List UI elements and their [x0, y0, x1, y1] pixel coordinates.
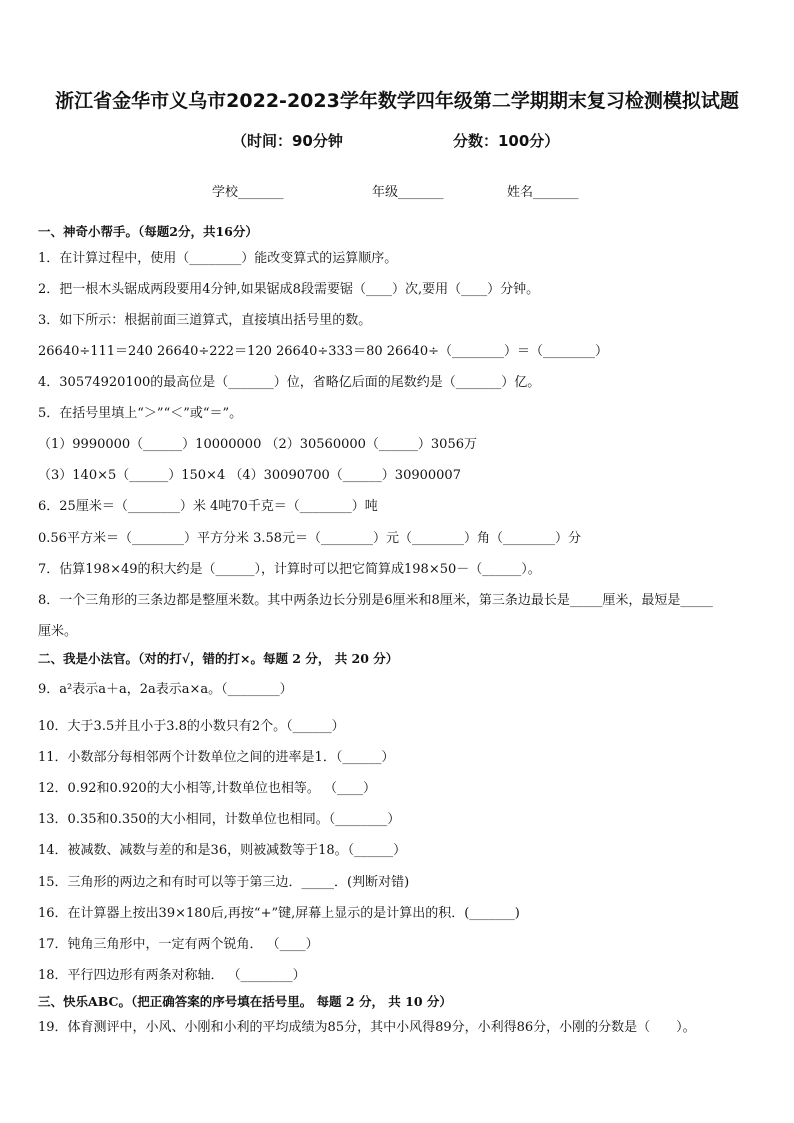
- question-13: 13．0.35和0.350的大小相同，计数单位也相同。（________）: [38, 812, 401, 827]
- question-12: 12．0.92和0.920的大小相等,计数单位也相等。 （____）: [38, 781, 376, 796]
- question-3: 3．如下所示：根据前面三道算式，直接填出括号里的数。: [38, 313, 372, 328]
- question-5-row-2: （3）140×5（______）150×4 （4）30090700（______）30900007: [38, 468, 461, 483]
- time-label: （时间：90分钟: [232, 132, 343, 150]
- school-field: 学校_______: [212, 185, 284, 200]
- question-5-row-1: （1）9990000（______）10000000 （2）30560000（______）3056万: [38, 437, 477, 452]
- question-14: 14．被减数、减数与差的和是36，则被减数等于18。（______）: [38, 843, 407, 858]
- question-1: 1．在计算过程中，使用（________）能改变算式的运算顺序。: [38, 251, 398, 266]
- name-field: 姓名_______: [507, 185, 579, 200]
- question-7: 7．估算198×49的积大约是（______），计算时可以把它简算成198×50－（______）。: [38, 562, 541, 577]
- page-title: 浙江省金华市义乌市2022-2023学年数学四年级第二学期期末复习检测模拟试题: [55, 90, 739, 112]
- question-2: 2．把一根木头锯成两段要用4分钟,如果锯成8段需要锯（____）次,要用（____）分钟。: [38, 282, 540, 297]
- question-6: 6．25厘米＝（________）米 4吨70千克＝（________）吨: [38, 499, 378, 514]
- question-10: 10．大于3.5并且小于3.8的小数只有2个。（______）: [38, 719, 345, 734]
- question-5: 5．在括号里填上“＞”“＜”或“＝”。: [38, 406, 243, 421]
- question-3-equations: 26640÷111＝240 26640÷222＝120 26640÷333＝80 26640÷（________）＝（________）: [38, 344, 608, 359]
- question-8: 8．一个三角形的三条边都是整厘米数。其中两条边长分别是6厘米和8厘米，第三条边最长是_____厘米，最短是_____: [38, 593, 713, 608]
- question-16: 16．在计算器上按出39×180后,再按“+”键,屏幕上显示的是计算出的积．(_______): [38, 906, 520, 921]
- score-label: 分数：100分）: [453, 132, 560, 150]
- question-18: 18．平行四边形有两条对称轴． （________）: [38, 968, 306, 983]
- question-4: 4．30574920100的最高位是（_______）位，省略亿后面的尾数约是（_______）亿。: [38, 375, 541, 390]
- question-15: 15．三角形的两边之和有时可以等于第三边．_____．(判断对错): [38, 875, 410, 890]
- grade-field: 年级_______: [372, 185, 444, 200]
- section-heading-1: 一、神奇小帮手。（每题2分，共16分）: [38, 224, 258, 239]
- question-6-row-2: 0.56平方米＝（________）平方分米 3.58元＝（________）元（________）角（________）分: [38, 531, 582, 546]
- question-11: 11．小数部分每相邻两个计数单位之间的进率是1．（______）: [38, 750, 395, 765]
- question-9: 9．a²表示a＋a，2a表示a×a。（________）: [38, 682, 293, 697]
- question-17: 17．钝角三角形中，一定有两个锐角． （____）: [38, 937, 319, 952]
- section-heading-2: 二、我是小法官。（对的打√，错的打×。每题 2 分， 共 20 分）: [38, 651, 399, 666]
- question-8-cont: 厘米。: [38, 624, 78, 639]
- section-heading-3: 三、快乐ABC。（把正确答案的序号填在括号里。 每题 2 分， 共 10 分）: [38, 994, 452, 1009]
- question-19: 19．体育测评中，小风、小刚和小利的平均成绩为85分，其中小风得89分，小利得86分，小刚的分数是（ ）。: [38, 1020, 696, 1035]
